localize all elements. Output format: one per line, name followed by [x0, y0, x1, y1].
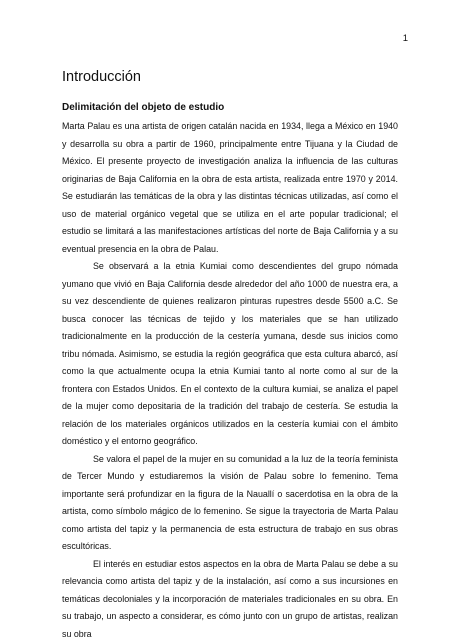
page-number: 1 — [403, 33, 408, 45]
paragraph-2: Se observará a la etnia Kumiai como descendientes del grupo nómada yumano que vivió en Baja California desde alrededor del año 1000 de nuestra era, a su vez descendiente de quienes realizaron pinturas rupestres desde 5500 a.C. Se busca conocer las técnicas de tejido y los materiales que se han utilizado tradicionalmente en la producción de la cestería yumana, desde sus inicios como tribu nómada. Asimismo, se estudia la región geográfica que esta cultura abarcó, así como la que actualmente ocupa la etnia Kumiai tanto al norte como al sur de la frontera con Estados Unidos. En el contexto de la cultura kumiai, se analiza el papel de la mujer como depositaria de la tradición del trabajo de cestería. Se estudia la relación de los materiales orgánicos utilizados en la cestería kumiai con el ámbito doméstico y el entorno geográfico. — [62, 258, 398, 451]
page-title: Introducción — [62, 68, 141, 86]
paragraph-3: Se valora el papel de la mujer en su comunidad a la luz de la teoría feminista de Tercer Mundo y estudiaremos la visión de Palau sobre lo femenino. Tema importante será profundizar en la figura de la Nauallí o sacerdotisa en la obra de la artista, como símbolo mágico de lo femenino. Se sigue la trayectoria de Marta Palau como artista del tapiz y la permanencia de esta estructura de trabajo en sus obras escultóricas. — [62, 451, 398, 556]
paragraph-4: El interés en estudiar estos aspectos en la obra de Marta Palau se debe a su relevancia como artista del tapiz y de la instalación, así como a sus incursiones en temáticas decoloniales y la incorporación de materiales tradicionales en su obra. En su trabajo, un aspecto a considerar, es cómo junto con un grupo de artistas, realizan su obra — [62, 556, 398, 643]
paragraph-1: Marta Palau es una artista de origen catalán nacida en 1934, llega a México en 1940 y desarrolla su obra a partir de 1960, principalmente entre Tijuana y la Ciudad de México. El presente proyecto de investigación analiza la influencia de las culturas originarias de Baja California en la obra de esta artista, realizada entre 1970 y 2014. Se estudiarán las temáticas de la obra y las distintas técnicas utilizadas, así como el uso de material orgánico vegetal que se utiliza en el arte popular tradicional; el estudio se limitará a las manifestaciones artísticas del norte de Baja California y a su eventual presencia en la obra de Palau. — [62, 118, 398, 258]
section-heading: Delimitación del objeto de estudio — [62, 101, 224, 114]
body-text — [62, 118, 398, 643]
